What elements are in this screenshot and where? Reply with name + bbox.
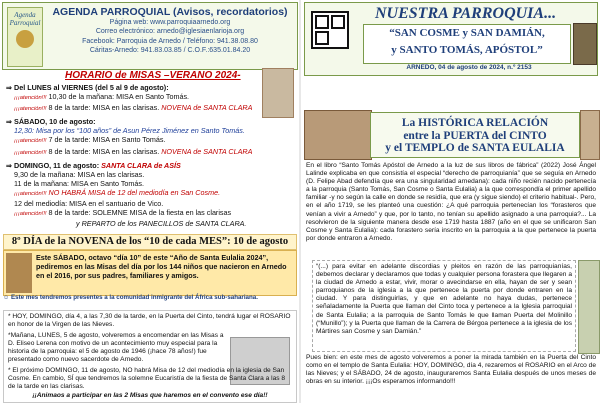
article-closing: Pues bien: en este mes de agosto volveremos a poner la mirada también en la Puerta del Cinto como en el templo de Santa Eulalia: HOY, DOMINGO, día 4, rezaremos el ROSARIO en el Arco de las Nieves; y el SÁBADO, 24 de agosto, inauguraremos Santa Eulalia después de unos meses de obras en su interior. ¡¡¡Os esperamos informando!!!	[306, 354, 596, 386]
novena-title: 8º DÍA de la NOVENA de los “10 de cada MES”: 10 de agosto	[3, 234, 297, 250]
edition-info: ARNEDO, 04 de agosto de 2024, n.º 2153	[406, 64, 532, 71]
announcement-santa-clara: * El próximo DOMINGO, 11 de agosto, NO habrá Misa de 12 del mediodía en la iglesia de San Cosme. En cambio, SÍ que tendremos la solemne Eucaristía de la fiesta de Santa Clara a las 8 de la tarde en las clarisas.	[8, 366, 286, 391]
schedule-line: 12,30: Misa por los “100 años” de Asun Pérez Jiménez en Santo Tomás.	[14, 126, 245, 136]
schedule-line: y REPARTO de los PANECILLOS de SANTA CLARA.	[76, 219, 247, 229]
schedule-line: 11 de la mañana: MISA en Santo Tomás.	[14, 178, 144, 188]
attention-tag: ¡¡¡atención!!!	[14, 95, 47, 102]
announcements-box	[3, 310, 297, 403]
schedule-line: 9,30 de la mañana: MISA en las clarisas.	[14, 169, 145, 179]
announcement-eliseo: *Mañana, LUNES, 5 de agosto, volveremos a encomendar en las Misas a D. Eliseo Lerena con motivo de un acontecimiento muy especial para la historia de la parroquia: el 5 de agosto de 1946 (¡hace 78 años!) fue presentado como nuevo sacerdote de Arnedo.	[8, 331, 224, 364]
agenda-email: Correo electrónico: arnedo@iglesiaenlarioja.org	[95, 28, 245, 36]
qr-code-icon[interactable]	[311, 11, 349, 49]
schedule-weekdays-header: ⇒ Del LUNES al VIERNES (del 5 al 9 de agosto):	[6, 83, 169, 92]
agenda-facebook: Facebook: Parroquia de Arnedo / Teléfono: 941.38.08.80	[82, 37, 258, 45]
article-title-box	[370, 112, 580, 158]
historical-quote: “(...) para evitar en adelante discordias y pleitos en razón de las parroquianías, debemos declarar y declaramos que todas y cualquier persona forastera que llegaren a la ciudad de Arnedo a estar, vivir, morar o avecindarse en ella, hayan de ser y sean parroquianos de la iglesia a la que pertenece la puerta por donde entraren en la ciudad. Y para distinguirlas, y que en adelante no haya dudas, pertenece señaladamente la Puerta que llaman del Cinto toca y pertenece a la Iglesia parroquial de Santa Eulalia; a la parroquia de Santo Tomás le que llaman Puerta del Molinillo (“Munillo”); y la Puerta que llaman de la Carrera de Bérgoa pertenece a la iglesia de los Mártires san Cosme y san Damián.”	[312, 260, 576, 352]
article-body: En el libro “Santo Tomás Apóstol de Arnedo a la luz de sus libros de fábrica” (2022) José Ángel Lalinde explicaba en que consistía el especial “derecho de parroquianía” que se seguía en Arnedo (D. Felipe Abad defendía que era una singularidad arnedana): cada niño recién nacido pertenecía a la parroquia (Santo Tomás, San Cosme o Santa Eulalia) a la que correspondía el primer apellido familiar -y no según la calle en donde se residía, que era (y sigue siendo) el criterio habitual-. Pero, en el año 1719, se les planteó una cuestión: ¿A qué parroquia pertenecían los “forasteros que venían a vivir a Arnedo” y que, por lo tanto, no tenían su apellido asignado a una parroquia?... La resolvieron de la siguiente manera desde ese 1719 hasta 1887 (año en el que se unificaron San Cosme y Santa Eulalia): cada forastero sería inscrito en la parroquia a la que pertenece la puerta por donde entraron a Arnedo.	[306, 162, 596, 242]
schedule-line: 8 de la tarde: SOLEMNE MISA de la fiesta en las clarisas	[46, 208, 232, 218]
church-emblem-icon	[16, 30, 34, 48]
santa-eulalia-image	[6, 253, 32, 293]
schedule-sunday-header: ⇒ DOMINGO, 11 de agosto:	[6, 160, 102, 170]
parish-name-box	[363, 24, 571, 64]
agenda-logo-text: Agenda Parroquial	[9, 11, 41, 27]
announcement-call: ¡¡Animaos a participar en las 2 Misas que haremos en el convento ese día!!	[32, 391, 268, 399]
schedule-saturday-header: ⇒ SÁBADO, 10 de agosto:	[6, 117, 96, 127]
attention-tag: ¡¡¡atención!!!	[14, 138, 47, 145]
agenda-header	[2, 2, 298, 70]
novena-footnote: ☺ Este mes tendremos presentes a la comunidad inmigrante del África sub-sahariana.	[3, 294, 258, 301]
schedule-line: 7 de la tarde: MISA en Santo Tomás.	[46, 135, 166, 145]
novena-box	[3, 250, 297, 296]
agenda-web: Página web: www.parroquiaarnedo.org	[109, 19, 231, 26]
feast-name: SANTA CLARA de ASÍS	[101, 160, 181, 170]
side-decoration	[578, 260, 600, 354]
apostle-image	[573, 23, 597, 65]
left-column	[0, 0, 298, 403]
attention-tag: ¡¡¡atención!!!	[14, 106, 47, 113]
announcement-rosary: * HOY, DOMINGO, día 4, a las 7,30 de la tarde, en la Puerta del Cinto, tendrá lugar el ROSARIO en honor de la Virgen de las Nieves.	[8, 313, 291, 329]
schedule-line: 8 de la tarde: MISA en las clarisas.	[46, 146, 162, 156]
mass-schedule-title: HORARIO de MISAS –VERANO 2024-	[65, 70, 241, 81]
agenda-title: AGENDA PARROQUIAL (Avisos, recordatorios)	[52, 6, 288, 18]
agenda-logo	[7, 7, 43, 67]
bulletin-header	[304, 2, 598, 76]
schedule-line: 8 de la tarde: MISA en las clarisas.	[46, 103, 162, 113]
schedule-line: NO HABRÁ MISA de 12 del mediodía en San Cosme.	[46, 187, 221, 197]
attention-tag: ¡¡¡atención!!!	[14, 190, 47, 197]
santa-eulalia-photo	[580, 110, 600, 160]
right-column	[302, 0, 600, 403]
novena-text: Este SÁBADO, octavo “día 10” de este “Año de Santa Eulalia 2024”, pediremos en las Misas del día por los 144 niños que nacieron en Arnedo en el 2016, por sus padres, familiares y amigos.	[36, 253, 287, 280]
puerta-cinto-photo	[304, 110, 372, 160]
article-title-line-1: La HISTÓRICA RELACIÓN	[401, 117, 549, 129]
attention-tag: ¡¡¡atención!!!	[14, 149, 47, 156]
article-title-line-2: entre la PUERTA del CINTO	[403, 129, 547, 142]
mass-schedule	[6, 83, 296, 228]
column-divider	[299, 0, 301, 403]
schedule-line: 10,30 de la mañana: MISA en Santo Tomás.	[46, 92, 190, 102]
schedule-line: 12 del mediodía: MISA en el santuario de Vico.	[14, 199, 164, 209]
parish-name-line-2: y SANTO TOMÁS, APÓSTOL”	[391, 44, 543, 56]
novena-note: NOVENA de SANTA CLARA	[161, 103, 253, 113]
parish-name-line-1: “SAN COSME y SAN DAMIÁN,	[389, 27, 545, 39]
article-title-line-3: y el TEMPLO de SANTA EULALIA	[385, 142, 565, 154]
novena-note: NOVENA de SANTA CLARA	[161, 146, 253, 156]
attention-tag: ¡¡¡atención!!!	[14, 211, 47, 218]
bulletin-title: NUESTRA PARROQUIA...	[375, 5, 557, 22]
agenda-caritas: Cáritas-Arnedo: 941.83.03.85 / C.O.F.:635.01.84.20	[89, 47, 251, 55]
